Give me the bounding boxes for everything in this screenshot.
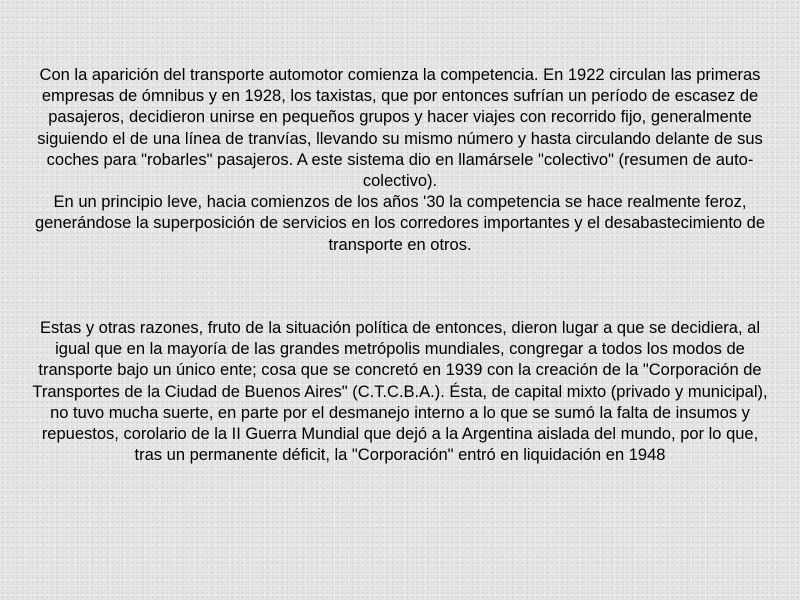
paragraph-corporacion: Estas y otras razones, fruto de la situación política de entonces, dieron lugar a que se decidiera, al igual que en la mayoría de las grandes metrópolis mundiales, congregar a todos los modos de transporte bajo un único ente; cosa que se concretó en 1939 con la creación de la "Corporación de Transportes de la Ciudad de Buenos Aires" (C.T.C.B.A.). Ésta, de capital mixto (privado y municipal), no tuvo mucha suerte, en parte por el desmanejo interno a lo que se sumó la falta de insumos y repuestos, corolario de la II Guerra Mundial que dejó a la Argentina aislada del mundo, por lo que, tras un permanente déficit, la "Corporación" entró en liquidación en 1948 — [32, 319, 768, 465]
paragraph-colectivo-origin: Con la aparición del transporte automotor comienza la competencia. En 1922 circulan las primeras empresas de ómnibus y en 1928, los taxistas, que por entonces sufrían un período de escasez de pasajeros, decidieron unirse en pequeños grupos y hacer viajes con recorrido fijo, generalmente siguiendo el de una línea de tranvías, llevando su mismo número y hasta circulando delante de sus coches para "robarles" pasajeros. A este sistema dio en llamársele "colectivo" (resumen de auto-colectivo). — [37, 66, 763, 191]
text-block-top — [28, 65, 772, 256]
paragraph-competition: En un principio leve, hacia comienzos de los años '30 la competencia se hace realmente feroz, generándose la superposición de servicios en los corredores importantes y el desabastecimiento de transporte en otros. — [34, 193, 766, 254]
text-block-bottom — [28, 318, 772, 466]
